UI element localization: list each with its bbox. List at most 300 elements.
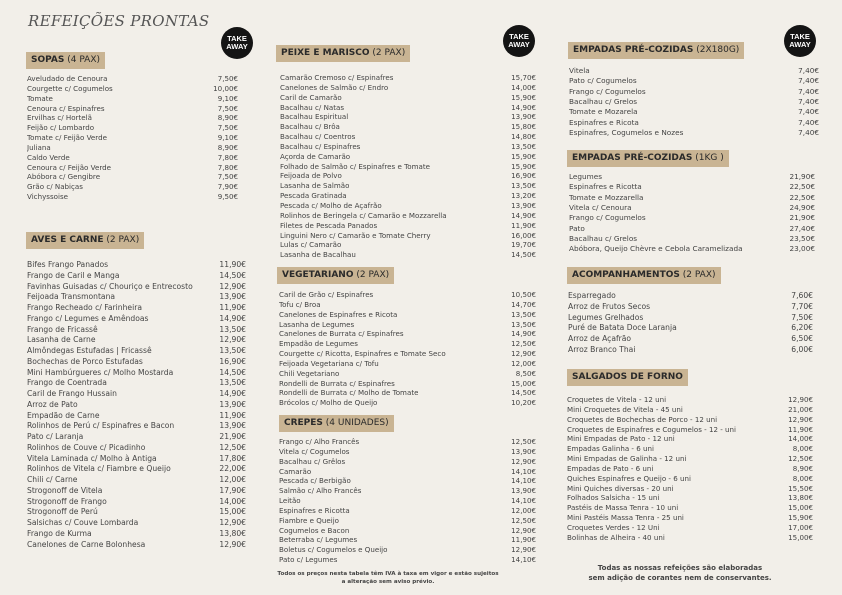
menu-item-name: Almôndegas Estufadas | Fricassê	[27, 346, 152, 355]
menu-item	[279, 496, 536, 506]
menu-item-name: Boletus c/ Cogumelos e Queijo	[279, 545, 388, 555]
menu-item	[280, 93, 536, 103]
menu-item-name: Pato c/ Laranja	[27, 432, 84, 441]
menu-item	[280, 73, 536, 83]
menu-item-name: Brócolos c/ Molho de Queijo	[279, 398, 378, 408]
section-header-peixe	[276, 45, 410, 62]
menu-item-name: Vitela	[569, 66, 590, 75]
menu-item-name: Frango de Fricassê	[27, 324, 98, 334]
menu-item-name: Bacalhau c/ Grêlos	[279, 456, 346, 466]
menu-item	[568, 345, 813, 356]
menu-item-price: 21,00€	[788, 404, 813, 414]
menu-item-price: 14,00€	[511, 82, 536, 92]
menu-item	[567, 484, 813, 494]
menu-item-price: 14,50€	[511, 388, 536, 398]
badge-line2: AWAY	[508, 40, 530, 49]
menu-item-price: 11,90€	[219, 303, 246, 312]
menu-item-name: Lasanha de Legumes	[279, 319, 355, 329]
menu-item-name: Camarão Cremoso c/ Espinafres	[280, 73, 394, 82]
menu-item	[27, 475, 246, 486]
menu-item-name: Arroz de Pato	[27, 399, 78, 409]
menu-item-price: 15,00€	[788, 503, 813, 513]
menu-item-name: Pato	[569, 223, 585, 233]
menu-item-price: 14,10€	[511, 466, 536, 476]
menu-item-price: 7,60€	[791, 291, 813, 300]
menu-item	[27, 314, 246, 325]
menu-item-name: Pastéis de Massa Tenra - 10 uni	[567, 503, 679, 513]
menu-item-price: 27,40€	[789, 223, 815, 233]
menu-item	[569, 193, 815, 203]
page-title: REFEIÇÕES PRONTAS	[28, 12, 210, 30]
menu-item-name: Bacalhau c/ Brôa	[280, 122, 340, 132]
section-header-acompanhamentos	[567, 267, 721, 284]
menu-item-name: Pescada Gratinada	[280, 191, 347, 201]
menu-item-price: 12,90€	[788, 395, 813, 404]
menu-item	[27, 163, 238, 173]
menu-item-price: 12,90€	[511, 525, 536, 535]
menu-item-price: 13,50€	[511, 141, 536, 151]
menu-item	[569, 97, 819, 107]
section-title: SALGADOS DE FORNO	[572, 372, 683, 382]
take-away-badge	[221, 27, 253, 59]
menu-item-price: 8,90€	[217, 142, 238, 152]
menu-item-price: 12,50€	[788, 454, 813, 464]
section-title: VEGETARIANO	[282, 270, 354, 280]
menu-item-price: 12,50€	[511, 515, 536, 525]
menu-item	[27, 123, 238, 133]
menu-item	[280, 142, 536, 152]
menu-item-price: 7,50€	[217, 123, 238, 133]
menu-item	[27, 432, 246, 443]
menu-item-price: 6,20€	[791, 323, 813, 333]
menu-item-name: Strogonoff de Frango	[27, 496, 107, 506]
menu-item	[27, 507, 246, 518]
menu-item	[280, 231, 536, 241]
menu-item-name: Croquetes de Bochechas de Porco - 12 uni	[567, 414, 718, 424]
menu-item	[27, 335, 246, 346]
menu-item-name: Pescada c/ Berbigão	[279, 476, 351, 486]
menu-item-name: Frango c/ Legumes e Amêndoas	[27, 313, 149, 323]
menu-item-price: 14,00€	[788, 434, 813, 444]
menu-item	[27, 368, 246, 379]
menu-item-name: Grão c/ Nabiças	[27, 182, 83, 192]
menu-item-price: 22,50€	[789, 192, 815, 202]
menu-item-price: 12,90€	[788, 414, 813, 424]
menu-item-name: Croquetes Verdes - 12 Uni	[567, 522, 660, 532]
menu-item	[568, 291, 813, 302]
menu-item	[279, 545, 536, 555]
menu-item-price: 12,90€	[219, 281, 246, 291]
menu-item-price: 13,20€	[511, 191, 536, 201]
menu-item-price: 14,90€	[511, 329, 536, 339]
menu-item-price: 13,90€	[511, 200, 536, 210]
menu-item-price: 7,80€	[217, 162, 238, 172]
menu-item-price: 22,50€	[789, 182, 815, 192]
menu-item	[279, 398, 536, 408]
menu-item	[567, 454, 813, 464]
menu-item	[27, 113, 238, 123]
menu-item-name: Lasanha de Carne	[27, 335, 96, 345]
menu-item-name: Quiches Espinafres e Queijo - 6 uni	[567, 473, 691, 483]
menu-item-name: Puré de Batata Doce Laranja	[568, 323, 677, 333]
menu-item-price: 24,90€	[789, 203, 815, 213]
menu-item-price: 13,90€	[219, 399, 246, 409]
menu-item-name: Canelones de Carne Bolonhesa	[27, 539, 146, 549]
menu-item-price: 7,50€	[791, 312, 813, 322]
menu-item	[27, 411, 246, 422]
menu-item	[279, 290, 536, 300]
menu-item-name: Empadão de Legumes	[279, 339, 358, 349]
menu-item-name: Linguini Nero c/ Camarão e Tomate Cherry	[280, 230, 431, 240]
menu-item-name: Mini Croquetes de Vitela - 45 uni	[567, 404, 683, 414]
section-title: PEIXE E MARISCO	[281, 48, 370, 58]
conservantes-note-line2: sem adição de corantes nem de conservantes.	[588, 574, 772, 582]
menu-item-name: Caril de Frango Hussain	[27, 389, 117, 398]
menu-item	[569, 224, 815, 234]
menu-item-name: Pato c/ Legumes	[279, 555, 338, 565]
conservantes-note	[575, 563, 785, 583]
menu-list	[27, 260, 246, 550]
menu-item-name: Bacalhau c/ Espinafres	[280, 141, 361, 151]
menu-item	[280, 112, 536, 122]
menu-item	[27, 400, 246, 411]
menu-item-name: Cenoura c/ Feijão Verde	[27, 162, 111, 172]
menu-item-name: Mini Quiches diversas - 20 uni	[567, 483, 674, 493]
menu-item	[27, 292, 246, 303]
menu-item-price: 7,40€	[798, 117, 819, 127]
menu-item-price: 11,90€	[219, 410, 246, 420]
menu-item	[27, 529, 246, 540]
menu-item	[279, 526, 536, 536]
menu-item-name: Caril de Grão c/ Espinafres	[279, 290, 374, 299]
conservantes-note-line1: Todas as nossas refeições são elaboradas	[597, 564, 763, 572]
menu-item-name: Arroz Branco Thai	[568, 344, 636, 354]
menu-item-price: 9,10€	[217, 133, 238, 143]
menu-item-name: Caldo Verde	[27, 152, 70, 162]
menu-item	[280, 240, 536, 250]
menu-item-price: 7,40€	[798, 97, 819, 107]
menu-item	[279, 457, 536, 467]
menu-item-price: 12,00€	[511, 505, 536, 515]
menu-item-name: Frango de Kurma	[27, 528, 92, 538]
menu-item-name: Abóbora, Queijo Chèvre e Cebola Caramelizada	[569, 244, 743, 254]
menu-item-price: 7,40€	[798, 128, 819, 138]
section-subtitle: (1KG )	[695, 153, 724, 163]
menu-item	[27, 486, 246, 497]
menu-item-price: 8,00€	[792, 444, 813, 454]
menu-item-price: 7,50€	[217, 172, 238, 182]
section-subtitle: (4 PAX)	[67, 55, 101, 65]
section-subtitle: (2 PAX)	[106, 235, 140, 245]
menu-item-name: Cenoura c/ Espinafres	[27, 103, 105, 113]
menu-item-name: Fiambre e Queijo	[279, 515, 340, 525]
menu-item	[279, 516, 536, 526]
menu-list	[568, 291, 813, 356]
menu-item	[567, 503, 813, 513]
menu-item-price: 6,50€	[791, 334, 813, 343]
menu-item-price: 15,00€	[788, 532, 813, 542]
menu-item	[280, 211, 536, 221]
menu-item	[27, 260, 246, 271]
menu-item-name: Arroz de Frutos Secos	[568, 301, 651, 311]
menu-item-price: 14,10€	[511, 555, 536, 565]
menu-item-price: 15,00€	[219, 507, 246, 517]
menu-item	[279, 506, 536, 516]
menu-item	[280, 250, 536, 260]
menu-item-name: Mini Hambúrgueres c/ Molho Mostarda	[27, 367, 174, 377]
menu-item-price: 21,90€	[219, 432, 246, 441]
menu-item	[280, 152, 536, 162]
menu-item-price: 16,00€	[511, 230, 536, 240]
menu-item	[27, 282, 246, 293]
menu-item-name: Salsichas c/ Couve Lombarda	[27, 518, 139, 527]
menu-list	[280, 73, 536, 260]
menu-item-name: Beterraba c/ Legumes	[279, 535, 358, 545]
iva-note	[270, 571, 506, 586]
menu-item	[569, 66, 819, 76]
menu-item-price: 23,00€	[789, 244, 815, 254]
menu-item-price: 13,50€	[219, 346, 246, 355]
menu-item	[27, 143, 238, 153]
menu-item-price: 7,50€	[217, 103, 238, 113]
menu-item	[279, 476, 536, 486]
menu-item-name: Vichyssoise	[27, 192, 69, 202]
menu-item-price: 7,50€	[217, 74, 238, 83]
menu-item-price: 21,90€	[789, 172, 815, 181]
menu-item	[27, 133, 238, 143]
menu-item-price: 7,40€	[798, 76, 819, 86]
menu-item-name: Courgette c/ Cogumelos	[27, 83, 113, 93]
menu-item	[27, 421, 246, 432]
menu-item-price: 12,50€	[511, 339, 536, 349]
menu-item-name: Folhados Salsicha - 15 uni	[567, 493, 660, 503]
menu-item-name: Tofu c/ Broa	[279, 299, 321, 309]
menu-item-price: 13,50€	[219, 324, 246, 334]
menu-item	[567, 464, 813, 474]
menu-item	[27, 104, 238, 114]
menu-item-price: 7,70€	[791, 301, 813, 311]
menu-item-price: 7,40€	[798, 86, 819, 96]
menu-item-price: 12,90€	[511, 349, 536, 359]
menu-item-name: Folhado de Salmão c/ Espinafres e Tomate	[280, 161, 430, 171]
menu-item-name: Mini Empadas de Pato - 12 uni	[567, 434, 675, 444]
menu-item-price: 12,90€	[511, 545, 536, 555]
menu-item-price: 13,90€	[511, 112, 536, 122]
menu-item-name: Espinafres e Ricotta	[279, 505, 350, 515]
menu-item-price: 13,90€	[511, 486, 536, 496]
menu-item	[27, 303, 246, 314]
badge-line1: TAKE	[509, 32, 529, 41]
menu-item-name: Bochechas de Porco Estufadas	[27, 356, 143, 366]
menu-item-price: 12,90€	[511, 456, 536, 466]
take-away-badge	[503, 25, 535, 57]
menu-item-name: Caril de Camarão	[280, 92, 342, 102]
menu-item-price: 14,10€	[511, 476, 536, 486]
section-subtitle: (2 PAX)	[682, 270, 716, 280]
menu-item-price: 12,00€	[219, 475, 246, 484]
menu-item-name: Pescada c/ Molho de Açafrão	[280, 200, 382, 210]
menu-item-name: Frango Recheado c/ Farinheira	[27, 303, 142, 312]
menu-item-name: Tomate e Mozzarella	[569, 192, 644, 202]
section-title: SOPAS	[31, 55, 65, 65]
menu-item-name: Croquetes de Espinafres e Cogumelos - 12 - uni	[567, 424, 737, 434]
menu-item-name: Vitela c/ Cogumelos	[279, 446, 350, 456]
menu-item	[279, 467, 536, 477]
section-title: AVES E CARNE	[31, 235, 104, 245]
menu-list	[569, 66, 819, 138]
menu-item	[280, 181, 536, 191]
menu-item-name: Rolinhos de Beringela c/ Camarão e Mozzarella	[280, 210, 447, 220]
menu-item-price: 15,90€	[511, 161, 536, 171]
menu-item	[567, 425, 813, 435]
menu-item-price: 9,10€	[217, 93, 238, 103]
menu-item	[27, 454, 246, 465]
menu-item-name: Espinafres, Cogumelos e Nozes	[569, 128, 684, 138]
menu-item-name: Espinafres e Ricota	[569, 117, 639, 127]
menu-item-name: Vitela c/ Cenoura	[569, 203, 632, 213]
menu-item-price: 22,00€	[219, 464, 246, 474]
menu-item	[279, 437, 536, 447]
menu-item	[567, 533, 813, 543]
menu-item-name: Salmão c/ Alho Francês	[279, 486, 362, 496]
menu-item	[27, 346, 246, 357]
menu-item	[27, 84, 238, 94]
menu-item	[567, 513, 813, 523]
menu-item	[568, 313, 813, 324]
menu-item-name: Rondelli de Burrata c/ Molho de Tomate	[279, 388, 419, 398]
menu-item-name: Aveludado de Cenoura	[27, 74, 108, 83]
menu-item-name: Leitão	[279, 496, 301, 506]
menu-item-price: 13,90€	[219, 421, 246, 431]
section-subtitle: (2X180G)	[696, 45, 740, 55]
menu-item	[279, 486, 536, 496]
menu-item-name: Mini Pastéis Massa Tenra - 25 uni	[567, 513, 684, 523]
menu-item-name: Bolinhas de Alheira - 40 uni	[567, 532, 665, 542]
menu-item	[279, 329, 536, 339]
menu-item-price: 15,90€	[788, 513, 813, 523]
menu-item	[569, 213, 815, 223]
menu-item-price: 23,50€	[789, 234, 815, 244]
menu-item-price: 14,80€	[511, 132, 536, 142]
menu-item-price: 9,50€	[217, 192, 238, 202]
menu-item-name: Espinafres e Ricotta	[569, 182, 642, 192]
section-header-empadas-2x180g	[568, 42, 744, 59]
menu-item-name: Feijoada Transmontana	[27, 292, 116, 302]
badge-line2: AWAY	[789, 40, 811, 49]
menu-item-price: 10,00€	[213, 83, 238, 93]
menu-item-name: Empadas de Pato - 6 uni	[567, 463, 654, 473]
menu-item	[567, 444, 813, 454]
menu-item-price: 14,90€	[511, 210, 536, 220]
menu-item	[280, 83, 536, 93]
menu-item-price: 12,50€	[219, 442, 246, 452]
menu-item-price: 11,90€	[511, 535, 536, 545]
menu-list	[279, 290, 536, 408]
menu-item-name: Canelones de Burrata c/ Espinafres	[279, 329, 404, 339]
menu-item	[279, 310, 536, 320]
menu-item-name: Chili c/ Carne	[27, 475, 78, 484]
menu-item-name: Rolinhos de Couve c/ Picadinho	[27, 442, 146, 452]
menu-item-name: Bacalhau c/ Grelos	[569, 97, 638, 107]
menu-item-name: Tomate c/ Feijão Verde	[27, 133, 107, 143]
menu-item-price: 14,90€	[219, 313, 246, 323]
menu-item-name: Pato c/ Cogumelos	[569, 76, 637, 86]
menu-item	[27, 172, 238, 182]
menu-item-price: 14,50€	[511, 250, 536, 260]
menu-item	[279, 349, 536, 359]
menu-item-name: Frango de Coentrada	[27, 378, 107, 388]
menu-item-name: Tomate	[27, 93, 53, 103]
menu-item-name: Abóbora c/ Gengibre	[27, 172, 101, 182]
menu-item	[569, 244, 815, 254]
menu-item-name: Rolinhos de Vitela c/ Fiambre e Queijo	[27, 464, 171, 474]
menu-item	[279, 447, 536, 457]
menu-item	[569, 118, 819, 128]
menu-item-name: Bacalhau Espiritual	[280, 112, 349, 122]
menu-item-name: Camarão	[279, 466, 312, 476]
menu-item-name: Canelones de Espinafres e Ricota	[279, 309, 398, 319]
menu-item	[569, 107, 819, 117]
menu-item	[27, 74, 238, 84]
menu-item-price: 13,50€	[511, 309, 536, 319]
menu-item	[569, 172, 815, 182]
menu-item	[567, 405, 813, 415]
menu-item-name: Legumes Grelhados	[568, 312, 644, 322]
menu-item-name: Strogonoff de Perú	[27, 507, 98, 517]
menu-item	[279, 300, 536, 310]
menu-item	[279, 379, 536, 389]
menu-item-price: 14,90€	[219, 389, 246, 398]
menu-item	[567, 395, 813, 405]
menu-item-price: 8,90€	[792, 463, 813, 473]
menu-item-price: 7,90€	[217, 182, 238, 192]
menu-item	[280, 221, 536, 231]
menu-item	[27, 271, 246, 282]
menu-item-name: Filetes de Pescada Panados	[280, 220, 378, 230]
menu-list	[569, 172, 815, 255]
menu-item	[27, 357, 246, 368]
menu-item-name: Rondelli de Burrata c/ Espinafres	[279, 378, 395, 388]
menu-item-name: Lulas c/ Camarão	[280, 240, 342, 250]
menu-item-price: 14,00€	[219, 496, 246, 506]
menu-item-name: Juliana	[27, 142, 51, 152]
menu-item-price: 13,80€	[788, 493, 813, 503]
menu-item-name: Lasanha de Bacalhau	[280, 250, 356, 260]
menu-item	[27, 497, 246, 508]
menu-item	[567, 523, 813, 533]
menu-item-price: 15,80€	[511, 122, 536, 132]
menu-item-price: 13,50€	[511, 181, 536, 191]
section-header-salgados	[567, 369, 688, 386]
menu-item-price: 7,40€	[798, 66, 819, 75]
section-header-vegetariano	[277, 267, 394, 284]
menu-item	[280, 191, 536, 201]
menu-item-price: 17,90€	[219, 485, 246, 495]
menu-item	[567, 493, 813, 503]
menu-item	[27, 182, 238, 192]
menu-item-name: Frango c/ Cogumelos	[569, 86, 646, 96]
menu-item	[280, 132, 536, 142]
section-title: EMPADAS PRÉ-COZIDAS	[572, 153, 693, 163]
iva-note-line1: Todos os preços nesta tabela têm IVA à taxa em vigor e estão sujeitos	[277, 571, 499, 577]
menu-item-name: Frango c/ Alho Francês	[279, 437, 360, 446]
menu-item-name: Lasanha de Salmão	[280, 181, 350, 191]
menu-item	[568, 334, 813, 345]
menu-item-price: 14,50€	[219, 367, 246, 377]
menu-item	[569, 76, 819, 86]
menu-item-name: Strogonoff de Vitela	[27, 485, 103, 495]
section-header-empadas-1kg	[567, 150, 729, 167]
